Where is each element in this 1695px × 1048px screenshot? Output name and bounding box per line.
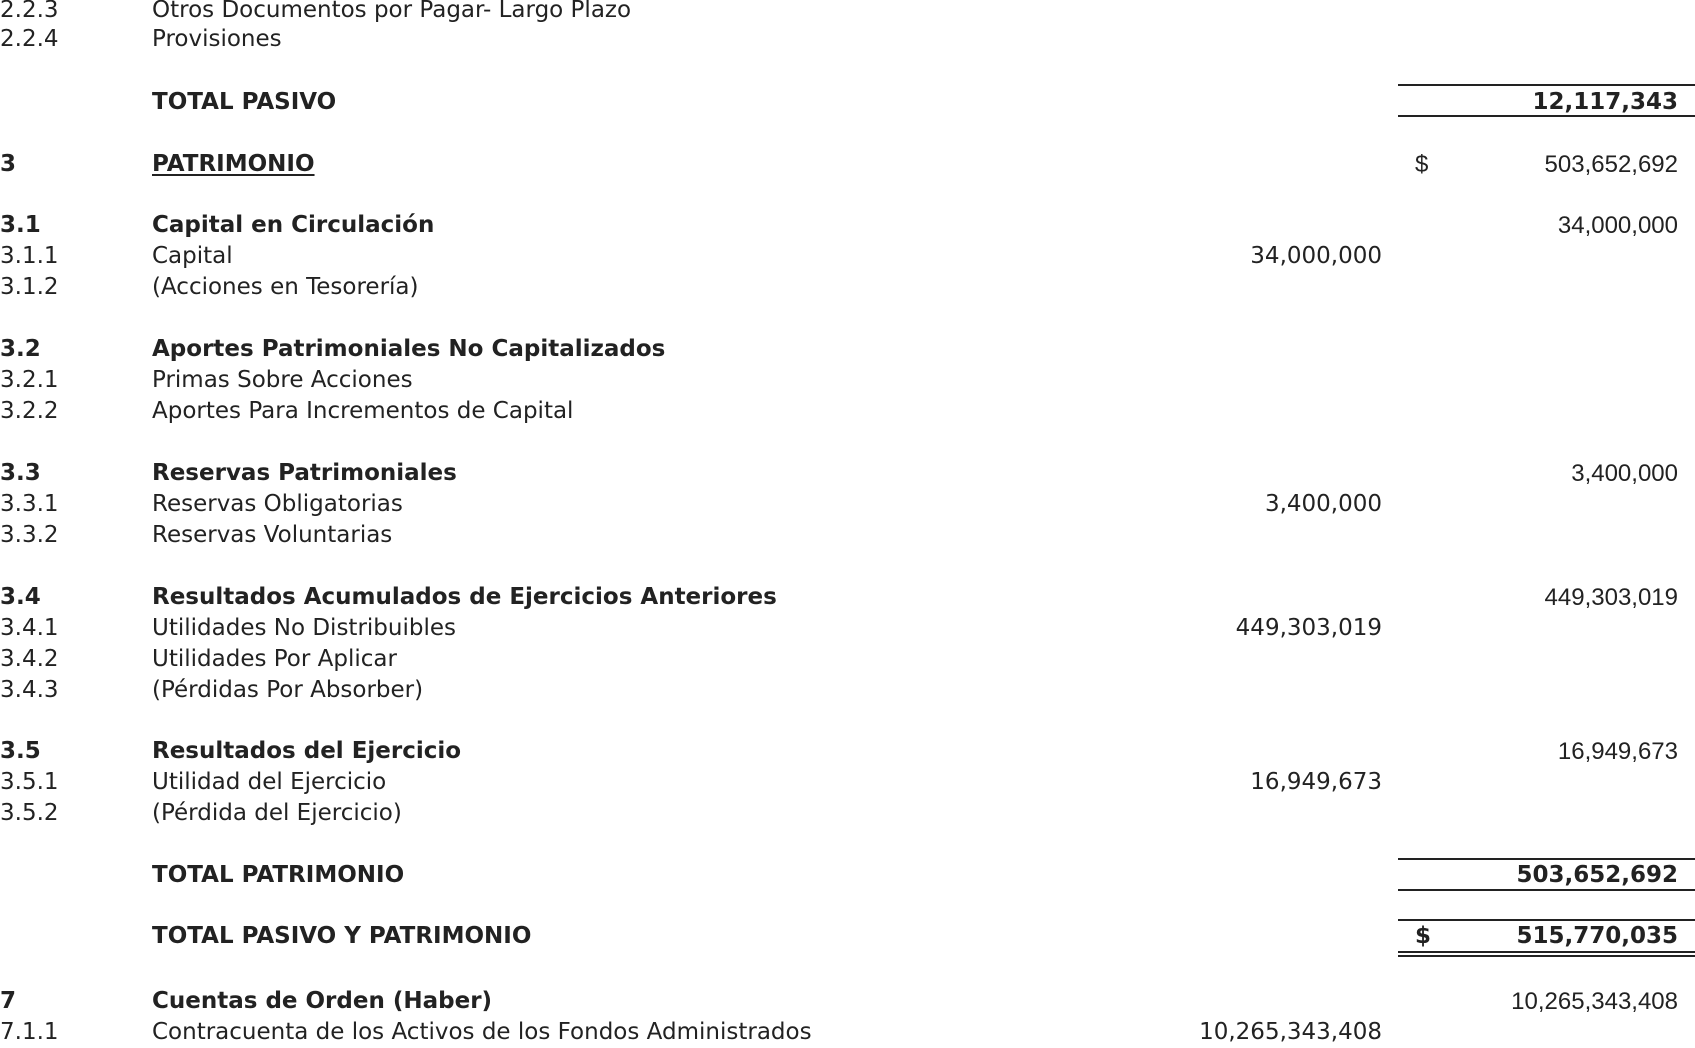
account-code: 3.2.2 bbox=[0, 398, 59, 424]
total-pasivo-row bbox=[0, 87, 1695, 118]
account-label: Capital bbox=[152, 243, 233, 269]
account-label: Capital en Circulación bbox=[152, 212, 435, 238]
grand-total-label: TOTAL PASIVO Y PATRIMONIO bbox=[152, 923, 532, 949]
statement-row bbox=[0, 0, 1695, 26]
account-label: Utilidades Por Aplicar bbox=[152, 646, 397, 672]
statement-row bbox=[0, 798, 1695, 829]
total-rule-bottom bbox=[1398, 889, 1695, 891]
statement-row bbox=[0, 24, 1695, 55]
section-title: PATRIMONIO bbox=[152, 151, 315, 177]
section-value-row bbox=[0, 149, 1695, 180]
account-code: 3.3.1 bbox=[0, 491, 59, 517]
account-value: 10,265,343,408 bbox=[1199, 1019, 1382, 1045]
account-label: Cuentas de Orden (Haber) bbox=[152, 988, 493, 1014]
statement-row bbox=[0, 1017, 1695, 1048]
group-value: 34,000,000 bbox=[1557, 212, 1678, 239]
currency-symbol: $ bbox=[1415, 923, 1432, 949]
grand-total-value: 515,770,035 bbox=[1516, 923, 1678, 949]
account-code: 3.1.2 bbox=[0, 274, 59, 300]
account-label: Otros Documentos por Pagar- Largo Plazo bbox=[152, 0, 632, 23]
account-code: 3.3 bbox=[0, 460, 41, 486]
account-label: Reservas Obligatorias bbox=[152, 491, 403, 517]
total-label: TOTAL PASIVO bbox=[152, 89, 337, 115]
account-code: 3.4.1 bbox=[0, 615, 59, 641]
account-value: 16,949,673 bbox=[1250, 769, 1382, 795]
account-label: Aportes Para Incrementos de Capital bbox=[152, 398, 574, 424]
statement-row bbox=[0, 241, 1695, 272]
account-code: 3.1 bbox=[0, 212, 41, 238]
account-code: 3.5.1 bbox=[0, 769, 59, 795]
group-value: 3,400,000 bbox=[1571, 460, 1678, 487]
double-rule-upper bbox=[1398, 951, 1695, 953]
account-label: (Pérdida del Ejercicio) bbox=[152, 800, 402, 826]
account-label: Utilidad del Ejercicio bbox=[152, 769, 387, 795]
account-code: 3.4 bbox=[0, 584, 41, 610]
currency-symbol: $ bbox=[1415, 151, 1429, 178]
section-value: 503,652,692 bbox=[1544, 151, 1678, 178]
account-label: Resultados del Ejercicio bbox=[152, 738, 462, 764]
account-label: Reservas Voluntarias bbox=[152, 522, 393, 548]
account-code: 3.5 bbox=[0, 738, 41, 764]
account-code: 3.2.1 bbox=[0, 367, 59, 393]
statement-row bbox=[0, 675, 1695, 706]
grand-total-row bbox=[0, 921, 1695, 952]
account-code: 3.5.2 bbox=[0, 800, 59, 826]
total-value: 12,117,343 bbox=[1532, 89, 1678, 115]
total-value: 503,652,692 bbox=[1516, 862, 1678, 888]
account-value: 3,400,000 bbox=[1264, 491, 1382, 517]
group-value-row bbox=[0, 210, 1695, 241]
account-code: 2.2.3 bbox=[0, 0, 59, 23]
account-code: 2.2.4 bbox=[0, 26, 59, 52]
account-label: (Acciones en Tesorería) bbox=[152, 274, 419, 300]
statement-row bbox=[0, 396, 1695, 427]
account-label: Resultados Acumulados de Ejercicios Anteriores bbox=[152, 584, 777, 610]
statement-row bbox=[0, 489, 1695, 520]
account-code: 7.1.1 bbox=[0, 1019, 59, 1045]
total-rule-top bbox=[1398, 84, 1695, 86]
statement-row bbox=[0, 613, 1695, 644]
total-patrimonio-row bbox=[0, 860, 1695, 891]
group-header-row bbox=[0, 334, 1695, 365]
account-code: 7 bbox=[0, 988, 17, 1014]
account-value: 449,303,019 bbox=[1235, 615, 1382, 641]
account-label: Utilidades No Distribuibles bbox=[152, 615, 456, 641]
statement-row bbox=[0, 520, 1695, 551]
statement-row bbox=[0, 365, 1695, 396]
double-rule-lower bbox=[1398, 955, 1695, 957]
group-value-row bbox=[0, 736, 1695, 767]
account-code: 3 bbox=[0, 151, 17, 177]
total-label: TOTAL PATRIMONIO bbox=[152, 862, 405, 888]
account-label: Provisiones bbox=[152, 26, 282, 52]
group-value: 16,949,673 bbox=[1557, 738, 1678, 765]
group-value: 449,303,019 bbox=[1544, 584, 1678, 611]
account-code: 3.1.1 bbox=[0, 243, 59, 269]
total-rule-bottom bbox=[1398, 115, 1695, 117]
group-value-row bbox=[0, 582, 1695, 613]
statement-row bbox=[0, 767, 1695, 798]
account-label: (Pérdidas Por Absorber) bbox=[152, 677, 424, 703]
statement-row bbox=[0, 272, 1695, 303]
account-code: 3.4.3 bbox=[0, 677, 59, 703]
statement-row bbox=[0, 644, 1695, 675]
account-label: Aportes Patrimoniales No Capitalizados bbox=[152, 336, 666, 362]
account-code: 3.4.2 bbox=[0, 646, 59, 672]
group-value-row bbox=[0, 986, 1695, 1017]
group-value: 10,265,343,408 bbox=[1511, 988, 1678, 1015]
account-label: Contracuenta de los Activos de los Fondos Administrados bbox=[152, 1019, 812, 1045]
account-code: 3.3.2 bbox=[0, 522, 59, 548]
account-label: Reservas Patrimoniales bbox=[152, 460, 457, 486]
group-value-row bbox=[0, 458, 1695, 489]
account-label: Primas Sobre Acciones bbox=[152, 367, 413, 393]
account-value: 34,000,000 bbox=[1250, 243, 1382, 269]
account-code: 3.2 bbox=[0, 336, 41, 362]
